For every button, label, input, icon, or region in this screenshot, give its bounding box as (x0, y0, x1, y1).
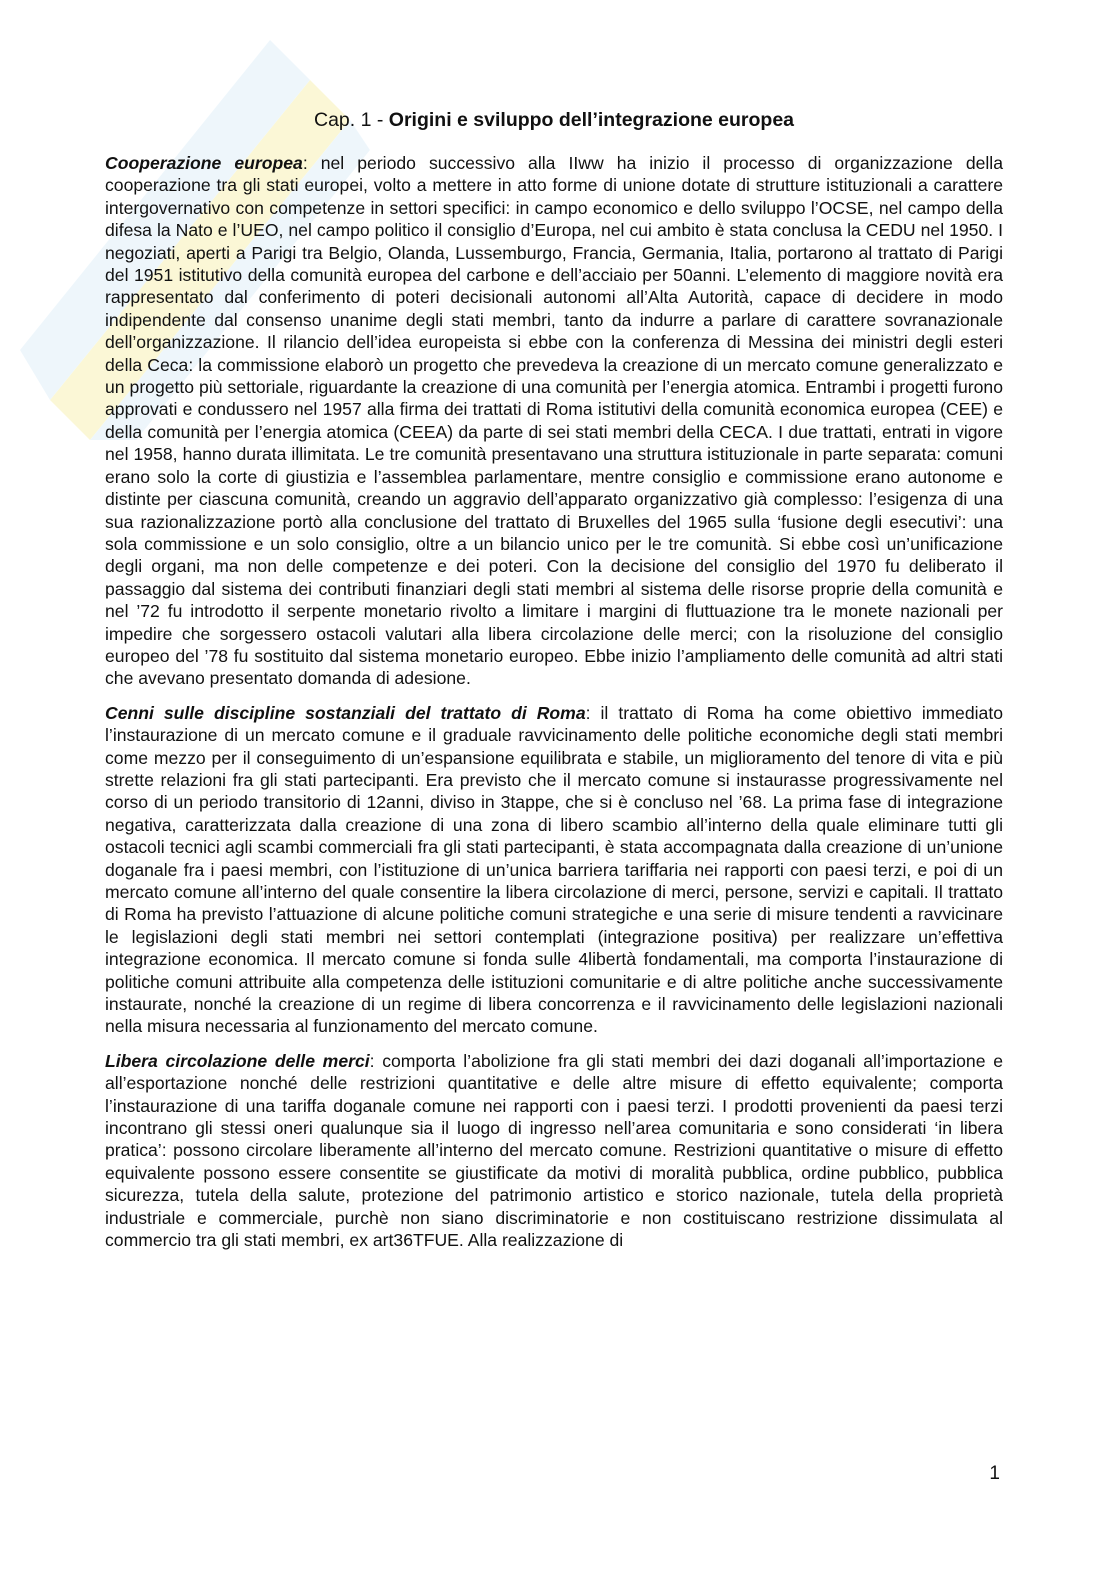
paragraph-body: : nel periodo successivo alla IIww ha inizio il processo di organizzazione della cooperazione tra gli stati europei, volto a mettere in atto forme di unione dotate di strutture istituzionali a carattere intergovernativo con competenze in settori specifici: in campo economico e dello sviluppo l’OCSE, nel campo della difesa la Nato e l’UEO, nel campo politico il consiglio d’Europa, nel cui ambito è stata conclusa la CEDU nel 1950. I negoziati, aperti a Parigi tra Belgio, Olanda, Lussemburgo, Francia, Germania, Italia, portarono al trattato di Parigi del 1951 istitutivo della comunità europea del carbone e dell’acciaio per 50anni. L’elemento di maggiore novità era rappresentato dal conferimento di poteri decisionali autonomi all’Alta Autorità, capace di decidere in modo indipendente dal consenso unanime degli stati membri, tanto da indurre a parlare di carattere sovranazionale dell’organizzazione. Il rilancio dell’idea europeista si ebbe con la conferenza di Messina dei ministri degli esteri della Ceca: la commissione elaborò un progetto che prevedeva la creazione di un mercato comune generalizzato e un progetto più settoriale, riguardante la creazione di una comunità per l’energia atomica. Entrambi i progetti furono approvati e condussero nel 1957 alla firma dei trattati di Roma istitutivi della comunità economica europea (CEE) e della comunità per l’energia atomica (CEEA) da parte di sei stati membri della CECA. I due trattati, entrati in vigore nel 1958, hanno durata illimitata. Le tre comunità presentavano una struttura istituzionale in parte separata: comuni erano solo la corte di giustizia e l’assemblea parlamentare, mentre consiglio e commissione erano autonome e distinte per ciascuna comunità, creando un aggravio dell’apparato organizzativo già complesso: l’esigenza di una sua razionalizzazione portò alla conclusione del trattato di Bruxelles del 1965 sulla ‘fusione degli esecutivi’: una sola commissione e un solo consiglio, oltre a un bilancio unico per le tre comunità. Si ebbe così un’unificazione degli organi, ma non delle competenze e dei poteri. Con la decisione del consiglio del 1970 fu deliberato il passaggio dal sistema dei contributi finanziari degli stati membri al sistema delle risorse proprie della comunità e nel ’72 fu introdotto il serpente monetario rivolto a limitare i margini di fluttuazione tra le monete nazionali per impedire che sorgessero ostacoli valutari alla libera circolazione delle merci; con la risoluzione del consiglio europeo del ’78 fu sostituito dal sistema monetario europeo. Ebbe inizio l’ampliamento delle comunità ad altri stati che avevano presentato domanda di adesione. (105, 153, 1003, 689)
title-prefix: Cap. 1 - (313, 109, 389, 131)
title-main: Origini e sviluppo dell’integrazione europea (388, 109, 795, 131)
page-number: 1 (989, 1463, 1000, 1484)
paragraph-heading: Cenni sulle discipline sostanziali del trattato di Roma (105, 702, 586, 723)
document-page (105, 106, 1003, 1264)
paragraph-libera-circolazione (105, 1050, 1003, 1252)
paragraph-body: : il trattato di Roma ha come obiettivo immediato l’instaurazione di un mercato comune e il graduale ravvicinamento delle politiche economiche degli stati membri come mezzo per il conseguimento di un’espansione equilibrata e stabile, un miglioramento del tenore di vita e più strette relazioni fra gli stati partecipanti. Era previsto che il mercato comune si instaurasse progressivamente nel corso di un periodo transitorio di 12anni, diviso in 3tappe, che si è concluso nel ’68. La prima fase di integrazione negativa, caratterizzata dalla creazione di una zona di libero scambio all’interno della quale eliminare tutti gli ostacoli tecnici agli scambi commerciali fra gli stati partecipanti, è stata accompagnata dalla creazione di un’unione doganale fra i paesi membri, con l’istituzione di un’unica barriera tariffaria nei rapporti con paesi terzi, e poi di un mercato comune all’interno del quale consentire la libera circolazione di merci, persone, servizi e capitali. Il trattato di Roma ha previsto l’attuazione di alcune politiche comuni strategiche e una serie di misure tendenti a ravvicinare le legislazioni degli stati membri nei settori contemplati (integrazione positiva) per realizzare un’effettiva integrazione economica. Il mercato comune si fonda sulle 4libertà fondamentali, ma comporta l’instaurazione di politiche comuni attribuite alla competenza delle istituzioni comunitarie e di altre politiche anche successivamente instaurate, nonché la creazione di un regime di libera concorrenza e il ravvicinamento delle legislazioni nazionali nella misura necessaria al funzionamento del mercato comune. (105, 702, 1003, 1037)
paragraph-trattato-roma (105, 702, 1003, 1038)
page-title (105, 106, 1003, 134)
paragraph-cooperazione (105, 152, 1003, 690)
paragraph-body: : comporta l’abolizione fra gli stati membri dei dazi doganali all’importazione e all’esportazione nonché delle restrizioni quantitative e delle altre misure di effetto equivalente; comporta l’instaurazione di una tariffa doganale comune nei rapporti con i paesi terzi. I prodotti provenienti da paesi terzi incontrano gli stessi oneri qualunque sia il luogo di ingresso nell’area comunitaria e sono considerati ‘in libera pratica’: possono circolare liberamente all’interno del mercato comune. Restrizioni quantitative o misure di effetto equivalente possono essere consentite se giustificate da motivi di moralità pubblica, ordine pubblico, pubblica sicurezza, tutela della salute, protezione del patrimonio artistico e storico nazionale, tutela della proprietà industriale e commerciale, purchè non siano discriminatorie e non costituiscano restrizione dissimulata al commercio tra gli stati membri, ex art36TFUE. Alla realizzazione di (105, 1050, 1003, 1251)
paragraph-heading: Libera circolazione delle merci (105, 1050, 370, 1071)
paragraph-heading: Cooperazione europea (105, 153, 303, 173)
